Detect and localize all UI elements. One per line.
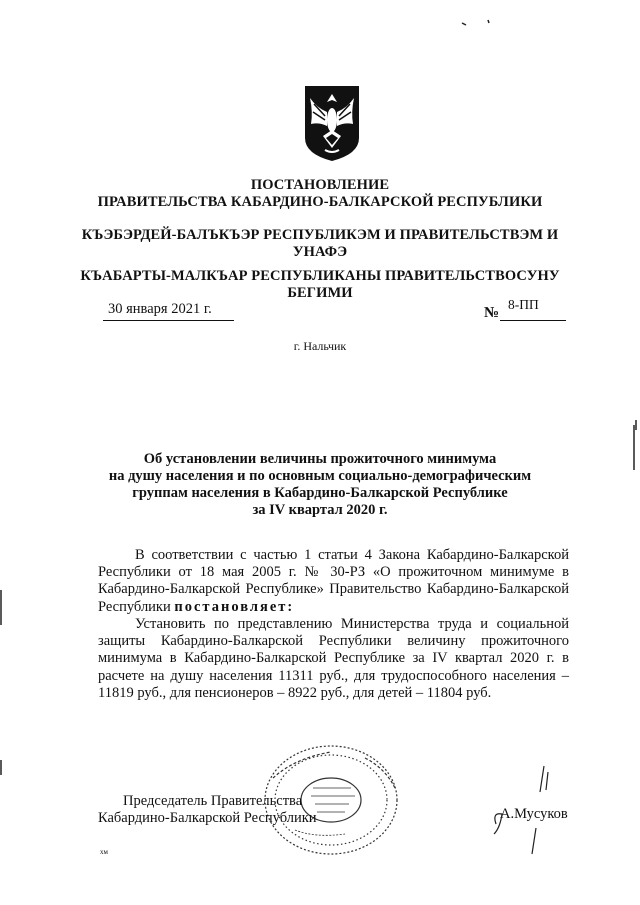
issuer-heading: ПРАВИТЕЛЬСТВА КАБАРДИНО-БАЛКАРСКОЙ РЕСПУБЛИКИ (97, 194, 543, 210)
title-line-3: группам населения в Кабардино-Балкарской Республике (132, 485, 508, 501)
document-number: 8-ПП (508, 297, 539, 312)
footnote-initials: хм (100, 848, 108, 856)
signer-position-line1: Председатель Правительства (123, 793, 303, 809)
signer-position-line2: Кабардино-Балкарской Республики (98, 810, 317, 826)
document-date: 30 января 2021 г. (108, 301, 212, 317)
title-line-4: за IV квартал 2020 г. (252, 502, 388, 518)
balkar-heading-line1: КЪАБАРТЫ-МАЛКЪАР РЕСПУБЛИКАНЫ ПРАВИТЕЛЬСТВОСУНУ (80, 268, 560, 284)
decision-paragraph: Установить по представлению Министерства труда и социальной защиты Кабардино-Балкарской Республики величину прожиточного минимума в Кабардино-Балкарской Республике за IV квартал 2020 г. в расчете на душу населения 11311 руб., для трудоспособного населения – 11819 руб., для пенсионеров – 8922 руб., для детей – 11804 руб. (98, 616, 569, 701)
balkar-heading-line2: БЕГИМИ (287, 285, 353, 301)
title-line-1: Об установлении величины прожиточного минимума (143, 451, 497, 467)
kabardian-heading-line1: КЪЭБЭРДЕЙ-БАЛЪКЪЭР РЕСПУБЛИКЭМ И ПРАВИТЕЛЬСТВЭМ И (81, 227, 559, 243)
preamble-text: В соответствии с частью 1 статьи 4 Закона Кабардино-Балкарской Республики от 18 мая 2005 г. № 30-РЗ «О прожиточном минимуме в Кабардино-Балкарской Республике» Правительство Кабардино-Балкарской Республики (98, 547, 569, 615)
kabardian-heading-line2: УНАФЭ (292, 244, 348, 260)
title-line-2: на душу населения и по основным социально-демографическим (108, 468, 532, 484)
signer-name: А.Мусуков (500, 806, 568, 822)
city-label: г. Нальчик (293, 339, 347, 353)
decree-keyword: постановляет: (174, 598, 295, 615)
number-sign: № (484, 305, 500, 321)
document-type-heading: ПОСТАНОВЛЕНИЕ (250, 177, 390, 193)
